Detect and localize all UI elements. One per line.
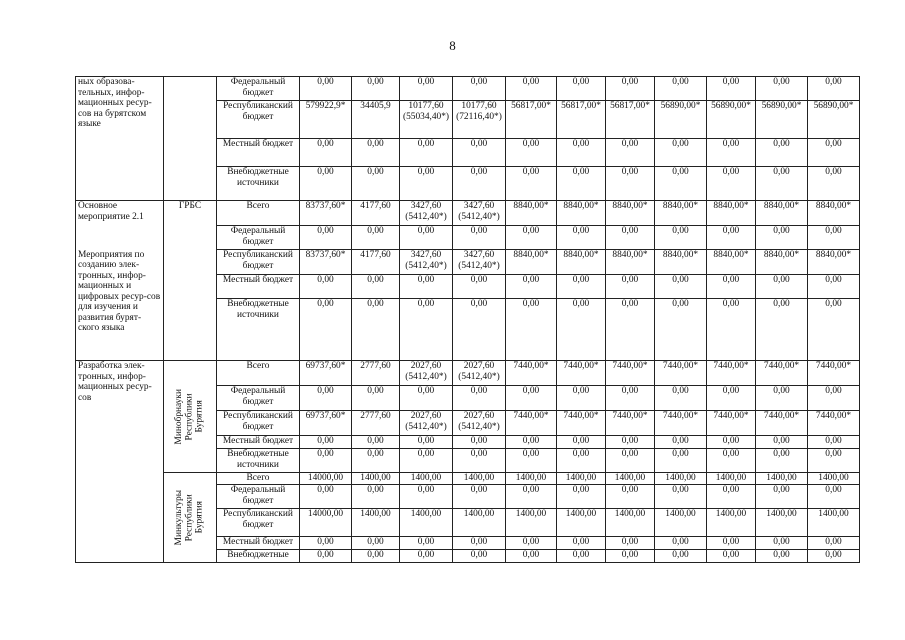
value-cell: 1400,00 — [655, 473, 707, 485]
value-cell: 0,00 — [352, 299, 400, 361]
value-cell: 0,00 — [300, 436, 352, 449]
value-cell: 0,00 — [655, 550, 707, 563]
value-note: (5412,40*) — [458, 371, 500, 382]
value-cell: 0,00 — [506, 299, 557, 361]
value-cell: 3427,60 (5412,40*) — [453, 250, 506, 275]
funding-source: Всего — [217, 473, 300, 485]
value-cell: 0,00 — [352, 226, 400, 250]
value-cell: 0,00 — [453, 77, 506, 101]
funding-source: Внебюджетные источники — [217, 167, 300, 201]
value-cell: 7440,00* — [506, 411, 557, 436]
value-cell: 0,00 — [453, 167, 506, 201]
value-cell: 0,00 — [808, 550, 860, 563]
value-cell: 0,00 — [506, 275, 557, 299]
value-cell: 83737,60* — [300, 250, 352, 275]
value-cell: 0,00 — [352, 167, 400, 201]
value-cell: 0,00 — [756, 275, 808, 299]
value-cell: 0,00 — [400, 386, 453, 411]
value-cell: 0,00 — [707, 139, 756, 167]
value-cell: 8840,00* — [808, 201, 860, 226]
value-cell: 0,00 — [655, 299, 707, 361]
value-cell: 0,00 — [557, 275, 606, 299]
value-cell: 0,00 — [606, 139, 655, 167]
value-cell: 0,00 — [655, 537, 707, 550]
value-note: (5412,40*) — [405, 260, 447, 271]
value-cell: 0,00 — [300, 77, 352, 101]
value-cell: 0,00 — [606, 386, 655, 411]
value-cell: 1400,00 — [808, 509, 860, 537]
value-cell: 0,00 — [557, 436, 606, 449]
value-cell: 0,00 — [352, 77, 400, 101]
value-cell: 0,00 — [606, 537, 655, 550]
value-cell: 1400,00 — [400, 509, 453, 537]
value-cell: 14000,00 — [300, 509, 352, 537]
budget-table — [75, 76, 860, 563]
value-cell: 0,00 — [352, 449, 400, 473]
value-cell: 4177,60 — [352, 250, 400, 275]
value-cell: 56890,00* — [707, 101, 756, 139]
value-note: (55034,40*) — [402, 111, 450, 122]
value-cell: 1400,00 — [506, 473, 557, 485]
value-cell: 0,00 — [453, 275, 506, 299]
value-cell: 0,00 — [557, 167, 606, 201]
value-cell: 0,00 — [707, 167, 756, 201]
value-cell: 0,00 — [655, 275, 707, 299]
funding-source: Республиканский бюджет — [217, 411, 300, 436]
value-cell: 0,00 — [400, 226, 453, 250]
value-cell: 2777,60 — [352, 411, 400, 436]
value-cell: 0,00 — [655, 139, 707, 167]
value-cell: 1400,00 — [606, 473, 655, 485]
table-row — [76, 473, 860, 485]
value-note: (5412,40*) — [458, 260, 500, 271]
page-number: 8 — [449, 38, 456, 53]
value-cell: 8840,00* — [707, 250, 756, 275]
value-cell: 7440,00* — [808, 361, 860, 386]
value-cell: 1400,00 — [655, 509, 707, 537]
value-cell: 0,00 — [506, 226, 557, 250]
value-cell: 3427,60 (5412,40*) — [400, 250, 453, 275]
value-cell: 8840,00* — [557, 201, 606, 226]
value-cell: 1400,00 — [352, 473, 400, 485]
value-cell: 0,00 — [606, 226, 655, 250]
value-cell: 8840,00* — [506, 201, 557, 226]
value-cell: 0,00 — [506, 77, 557, 101]
value-cell: 7440,00* — [506, 361, 557, 386]
value-cell: 0,00 — [300, 550, 352, 563]
value-cell: 34405,9 — [352, 101, 400, 139]
value-cell: 0,00 — [655, 436, 707, 449]
value-cell: 0,00 — [606, 485, 655, 509]
value-note: (5412,40*) — [405, 371, 447, 382]
value-cell: 0,00 — [655, 226, 707, 250]
value-cell: 0,00 — [352, 537, 400, 550]
value-cell: 0,00 — [756, 537, 808, 550]
value-cell: 0,00 — [300, 485, 352, 509]
value-cell: 0,00 — [707, 485, 756, 509]
value-cell: 56817,00* — [557, 101, 606, 139]
value-cell: 0,00 — [557, 77, 606, 101]
value-cell: 0,00 — [557, 226, 606, 250]
value-cell: 0,00 — [352, 386, 400, 411]
value-cell: 56890,00* — [808, 101, 860, 139]
value-cell: 0,00 — [453, 485, 506, 509]
value-cell: 14000,00 — [300, 473, 352, 485]
value-cell: 3427,60 (5412,40*) — [400, 201, 453, 226]
value-cell: 579922,9* — [300, 101, 352, 139]
value-cell: 0,00 — [557, 299, 606, 361]
value-cell: 83737,60* — [300, 201, 352, 226]
value-cell: 0,00 — [400, 537, 453, 550]
grbs-minobr: Минобрнауки Республики Бурятия — [164, 361, 217, 473]
value-cell: 1400,00 — [557, 509, 606, 537]
value-cell: 0,00 — [453, 299, 506, 361]
value-cell: 1400,00 — [808, 473, 860, 485]
funding-source: Всего — [217, 201, 300, 226]
value-cell: 0,00 — [606, 299, 655, 361]
table-row — [76, 361, 860, 386]
value-cell: 1400,00 — [400, 473, 453, 485]
value-cell: 8840,00* — [557, 250, 606, 275]
funding-source: Федеральный бюджет — [217, 485, 300, 509]
table-row — [76, 201, 860, 226]
value-cell: 7440,00* — [606, 361, 655, 386]
value-cell: 56890,00* — [655, 101, 707, 139]
value-cell: 0,00 — [808, 537, 860, 550]
activity-description: Основное мероприятие 2.1 — [76, 201, 164, 250]
value-cell: 0,00 — [707, 449, 756, 473]
value-cell: 0,00 — [506, 449, 557, 473]
value-cell: 0,00 — [756, 550, 808, 563]
funding-source: Федеральный бюджет — [217, 226, 300, 250]
value-cell: 0,00 — [707, 386, 756, 411]
value-cell: 0,00 — [300, 449, 352, 473]
value-cell: 0,00 — [506, 139, 557, 167]
value-cell: 1400,00 — [506, 509, 557, 537]
value-cell: 0,00 — [606, 275, 655, 299]
value-cell: 0,00 — [400, 77, 453, 101]
value-cell: 0,00 — [655, 485, 707, 509]
funding-source: Внебюджетные источники — [217, 449, 300, 473]
value-cell: 0,00 — [506, 167, 557, 201]
value-cell: 7440,00* — [756, 361, 808, 386]
value-cell: 0,00 — [606, 550, 655, 563]
grbs-minkult: Минкультуры Республики Бурятия — [164, 473, 217, 563]
value-cell: 0,00 — [808, 226, 860, 250]
value-cell: 2027,60 (5412,40*) — [400, 361, 453, 386]
value-cell: 0,00 — [300, 139, 352, 167]
funding-source: Республиканский бюджет — [217, 250, 300, 275]
value-cell: 0,00 — [400, 275, 453, 299]
value-note: (5412,40*) — [458, 421, 500, 432]
value-cell: 0,00 — [453, 537, 506, 550]
value-cell: 7440,00* — [808, 411, 860, 436]
value-cell: 0,00 — [506, 386, 557, 411]
value-cell: 0,00 — [352, 139, 400, 167]
value-cell: 0,00 — [756, 436, 808, 449]
value-cell: 0,00 — [655, 167, 707, 201]
value-cell: 0,00 — [808, 77, 860, 101]
value-cell: 0,00 — [557, 537, 606, 550]
value-note: (5412,40*) — [405, 421, 447, 432]
funding-source: Местный бюджет — [217, 275, 300, 299]
funding-source: Местный бюджет — [217, 139, 300, 167]
value-cell: 10177,60 (55034,40*) — [400, 101, 453, 139]
value-cell: 69737,60* — [300, 411, 352, 436]
value-cell: 0,00 — [352, 436, 400, 449]
value-note: (5412,40*) — [458, 211, 500, 222]
value-cell: 1400,00 — [707, 509, 756, 537]
value-cell: 0,00 — [707, 275, 756, 299]
value-cell: 8840,00* — [506, 250, 557, 275]
value-cell: 56817,00* — [506, 101, 557, 139]
value-cell: 0,00 — [300, 537, 352, 550]
value-cell: 0,00 — [808, 485, 860, 509]
activity-description: ных образова-тельных, инфор-мационных ресур-сов на бурятском языке — [76, 77, 164, 201]
funding-source: Местный бюджет — [217, 537, 300, 550]
value-cell: 7440,00* — [606, 411, 655, 436]
value-cell: 0,00 — [808, 449, 860, 473]
funding-source: Республиканский бюджет — [217, 509, 300, 537]
value-cell: 0,00 — [756, 226, 808, 250]
value-cell: 7440,00* — [557, 411, 606, 436]
value-cell: 0,00 — [606, 167, 655, 201]
value-cell: 0,00 — [300, 386, 352, 411]
value-cell: 0,00 — [756, 299, 808, 361]
value-cell: 8840,00* — [606, 201, 655, 226]
value-cell: 0,00 — [707, 436, 756, 449]
value-cell: 4177,60 — [352, 201, 400, 226]
value-cell: 69737,60* — [300, 361, 352, 386]
value-cell: 0,00 — [400, 436, 453, 449]
value-cell: 0,00 — [707, 299, 756, 361]
value-cell: 7440,00* — [655, 411, 707, 436]
value-note: (72116,40*) — [456, 111, 502, 122]
value-cell: 2027,60 (5412,40*) — [453, 361, 506, 386]
value-cell: 0,00 — [352, 485, 400, 509]
value-cell: 7440,00* — [655, 361, 707, 386]
value-cell: 0,00 — [707, 226, 756, 250]
value-cell: 8840,00* — [655, 250, 707, 275]
value-cell: 0,00 — [557, 449, 606, 473]
value-cell: 0,00 — [756, 386, 808, 411]
funding-source: Республиканский бюджет — [217, 101, 300, 139]
value-cell: 0,00 — [655, 386, 707, 411]
value-note: (5412,40*) — [405, 211, 447, 222]
value-cell: 7440,00* — [557, 361, 606, 386]
value-cell: 0,00 — [707, 537, 756, 550]
funding-source: Федеральный бюджет — [217, 386, 300, 411]
value-cell: 8840,00* — [707, 201, 756, 226]
value-cell: 0,00 — [506, 485, 557, 509]
value-cell: 1400,00 — [453, 473, 506, 485]
value-cell: 8840,00* — [756, 201, 808, 226]
value-cell: 0,00 — [557, 139, 606, 167]
value-cell: 0,00 — [655, 77, 707, 101]
funding-source: Местный бюджет — [217, 436, 300, 449]
value-cell: 0,00 — [808, 299, 860, 361]
value-cell: 0,00 — [808, 275, 860, 299]
funding-source: Федеральный бюджет — [217, 77, 300, 101]
value-cell: 0,00 — [756, 449, 808, 473]
value-cell: 10177,60 (72116,40*) — [453, 101, 506, 139]
value-cell: 0,00 — [606, 436, 655, 449]
value-cell: 7440,00* — [707, 361, 756, 386]
value-cell: 0,00 — [300, 299, 352, 361]
value-cell: 0,00 — [453, 550, 506, 563]
funding-source: Внебюджетные — [217, 550, 300, 563]
value-cell: 8840,00* — [606, 250, 655, 275]
value-cell: 1400,00 — [707, 473, 756, 485]
value-cell: 8840,00* — [756, 250, 808, 275]
value-cell: 0,00 — [756, 77, 808, 101]
value-cell: 0,00 — [506, 537, 557, 550]
value-cell: 0,00 — [300, 226, 352, 250]
grbs-label: ГРБС — [164, 201, 217, 361]
value-cell: 0,00 — [506, 550, 557, 563]
value-cell: 0,00 — [506, 436, 557, 449]
value-cell: 0,00 — [400, 449, 453, 473]
value-cell: 56817,00* — [606, 101, 655, 139]
value-cell: 0,00 — [707, 550, 756, 563]
value-cell: 0,00 — [606, 77, 655, 101]
activity-description: Мероприятия по созданию элек-тронных, инфор-мационных и цифровых ресур-сов для изучения и развития бурят-ского языка — [76, 250, 164, 361]
value-cell: 0,00 — [453, 449, 506, 473]
value-cell: 0,00 — [655, 449, 707, 473]
value-cell: 0,00 — [453, 226, 506, 250]
value-cell: 1400,00 — [756, 509, 808, 537]
value-cell: 0,00 — [756, 485, 808, 509]
grbs-cell-empty — [164, 77, 217, 201]
value-cell: 3427,60 (5412,40*) — [453, 201, 506, 226]
value-cell: 2027,60 (5412,40*) — [453, 411, 506, 436]
value-cell: 0,00 — [756, 167, 808, 201]
value-cell: 2777,60 — [352, 361, 400, 386]
value-cell: 7440,00* — [707, 411, 756, 436]
value-cell: 0,00 — [400, 299, 453, 361]
value-cell: 0,00 — [808, 386, 860, 411]
value-cell: 0,00 — [300, 167, 352, 201]
funding-source: Всего — [217, 361, 300, 386]
activity-description: Разработка элек-тронных, инфор-мационных ресур-сов — [76, 361, 164, 563]
value-cell: 1400,00 — [606, 509, 655, 537]
value-cell: 0,00 — [453, 139, 506, 167]
value-cell: 8840,00* — [808, 250, 860, 275]
value-cell: 0,00 — [557, 386, 606, 411]
value-cell: 0,00 — [300, 275, 352, 299]
value-cell: 0,00 — [400, 139, 453, 167]
value-cell: 0,00 — [707, 77, 756, 101]
value-cell: 1400,00 — [557, 473, 606, 485]
value-cell: 8840,00* — [655, 201, 707, 226]
table-row — [76, 77, 860, 101]
value-cell: 0,00 — [400, 550, 453, 563]
value-cell: 56890,00* — [756, 101, 808, 139]
value-cell: 7440,00* — [756, 411, 808, 436]
value-cell: 0,00 — [352, 550, 400, 563]
value-cell: 0,00 — [352, 275, 400, 299]
value-cell: 0,00 — [453, 386, 506, 411]
value-cell: 0,00 — [808, 139, 860, 167]
value-cell: 0,00 — [400, 167, 453, 201]
value-cell: 1400,00 — [453, 509, 506, 537]
value-cell: 0,00 — [606, 449, 655, 473]
value-cell: 1400,00 — [352, 509, 400, 537]
value-cell: 0,00 — [808, 436, 860, 449]
value-cell: 2027,60 (5412,40*) — [400, 411, 453, 436]
value-cell: 0,00 — [453, 436, 506, 449]
funding-source: Внебюджетные источники — [217, 299, 300, 361]
value-cell: 1400,00 — [756, 473, 808, 485]
value-cell: 0,00 — [557, 550, 606, 563]
value-cell: 0,00 — [400, 485, 453, 509]
value-cell: 0,00 — [808, 167, 860, 201]
value-cell: 0,00 — [557, 485, 606, 509]
value-cell: 0,00 — [756, 139, 808, 167]
